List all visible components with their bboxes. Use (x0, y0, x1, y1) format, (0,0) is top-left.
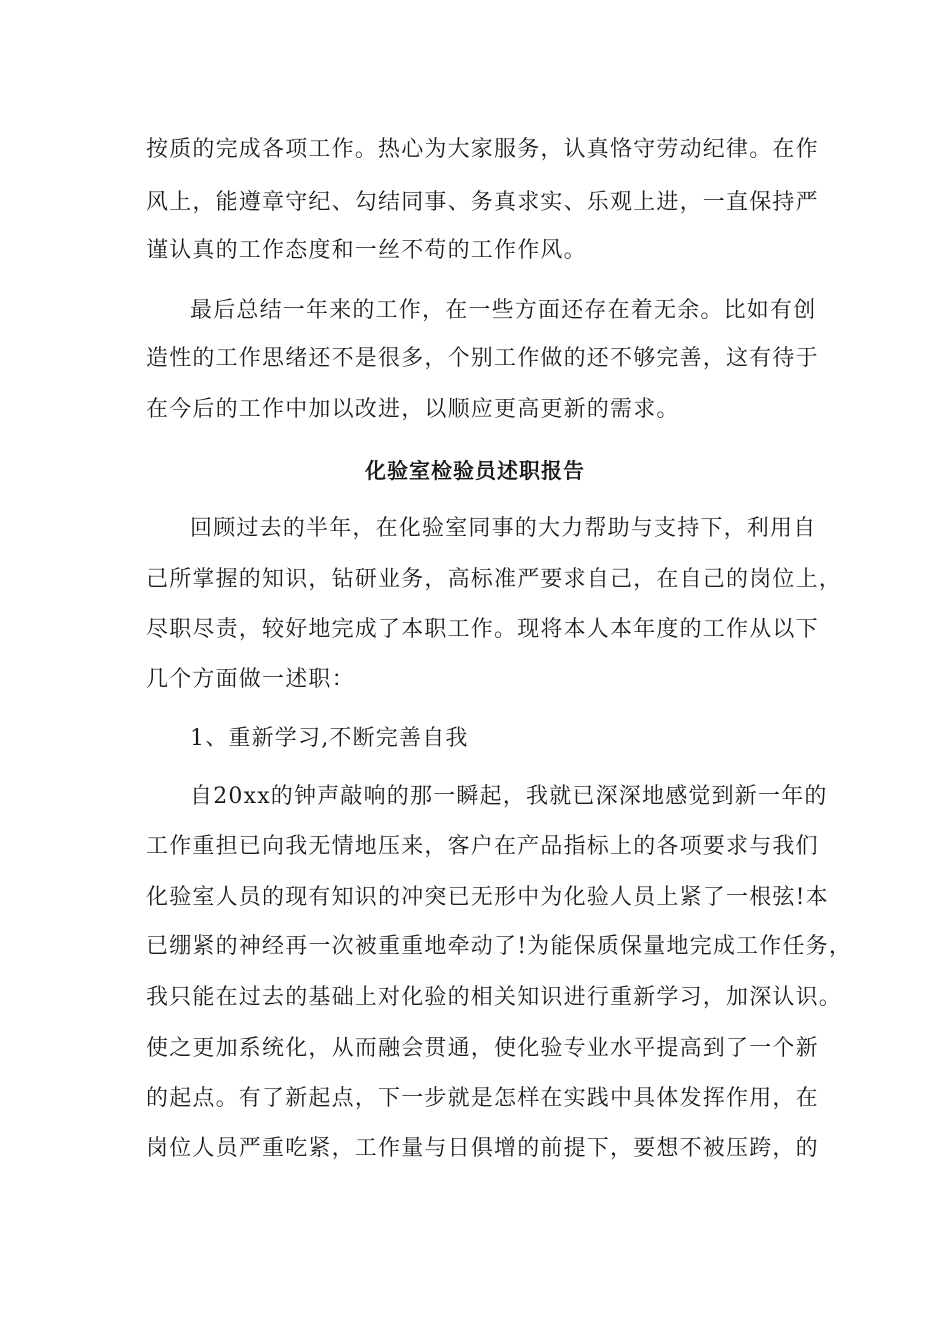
paragraph-line: 在今后的工作中加以改进，以顺应更高更新的需求。 (146, 397, 680, 422)
paragraph-line: 岗位人员严重吃紧，工作量与日俱增的前提下，要想不被压跨，的 (146, 1136, 819, 1161)
paragraph-line: 回顾过去的半年，在化验室同事的大力帮助与支持下，利用自 (190, 516, 817, 541)
paragraph-line: 尽职尽责，较好地完成了本职工作。现将本人本年度的工作从以下 (146, 617, 819, 642)
section-heading: 1、重新学习,不断完善自我 (190, 726, 469, 751)
paragraph-line: 风上，能遵章守纪、勾结同事、务真求实、乐观上进，一直保持严 (146, 190, 819, 215)
paragraph-line: 最后总结一年来的工作，在一些方面还存在着无余。比如有创 (190, 298, 817, 323)
paragraph-line: 谨认真的工作态度和一丝不苟的工作作风。 (146, 238, 587, 263)
paragraph-line: 工作重担已向我无情地压来，客户在产品指标上的各项要求与我们 (146, 834, 819, 859)
paragraph-line: 自20xx的钟声敲响的那一瞬起，我就已深深地感觉到新一年的 (190, 784, 828, 809)
paragraph-line: 按质的完成各项工作。热心为大家服务，认真恪守劳动纪律。在作 (146, 137, 819, 162)
paragraph-line: 的起点。有了新起点，下一步就是怎样在实践中具体发挥作用，在 (146, 1086, 819, 1111)
document-title: 化验室检验员述职报告 (365, 459, 585, 483)
paragraph-line: 化验室人员的现有知识的冲突已无形中为化验人员上紧了一根弦!本 (146, 885, 829, 910)
paragraph-line: 我只能在过去的基础上对化验的相关知识进行重新学习，加深认识。 (146, 985, 843, 1010)
paragraph-line: 几个方面做一述职： (146, 667, 355, 692)
paragraph-line: 造性的工作思绪还不是很多，个别工作做的还不够完善，这有待于 (146, 346, 819, 371)
paragraph-line: 己所掌握的知识，钻研业务，高标准严要求自己，在自己的岗位上， (146, 567, 843, 592)
paragraph-line: 已绷紧的神经再一次被重重地牵动了!为能保质保量地完成工作任务， (146, 934, 853, 959)
paragraph-line: 使之更加系统化，从而融会贯通，使化验专业水平提高到了一个新 (146, 1036, 819, 1061)
